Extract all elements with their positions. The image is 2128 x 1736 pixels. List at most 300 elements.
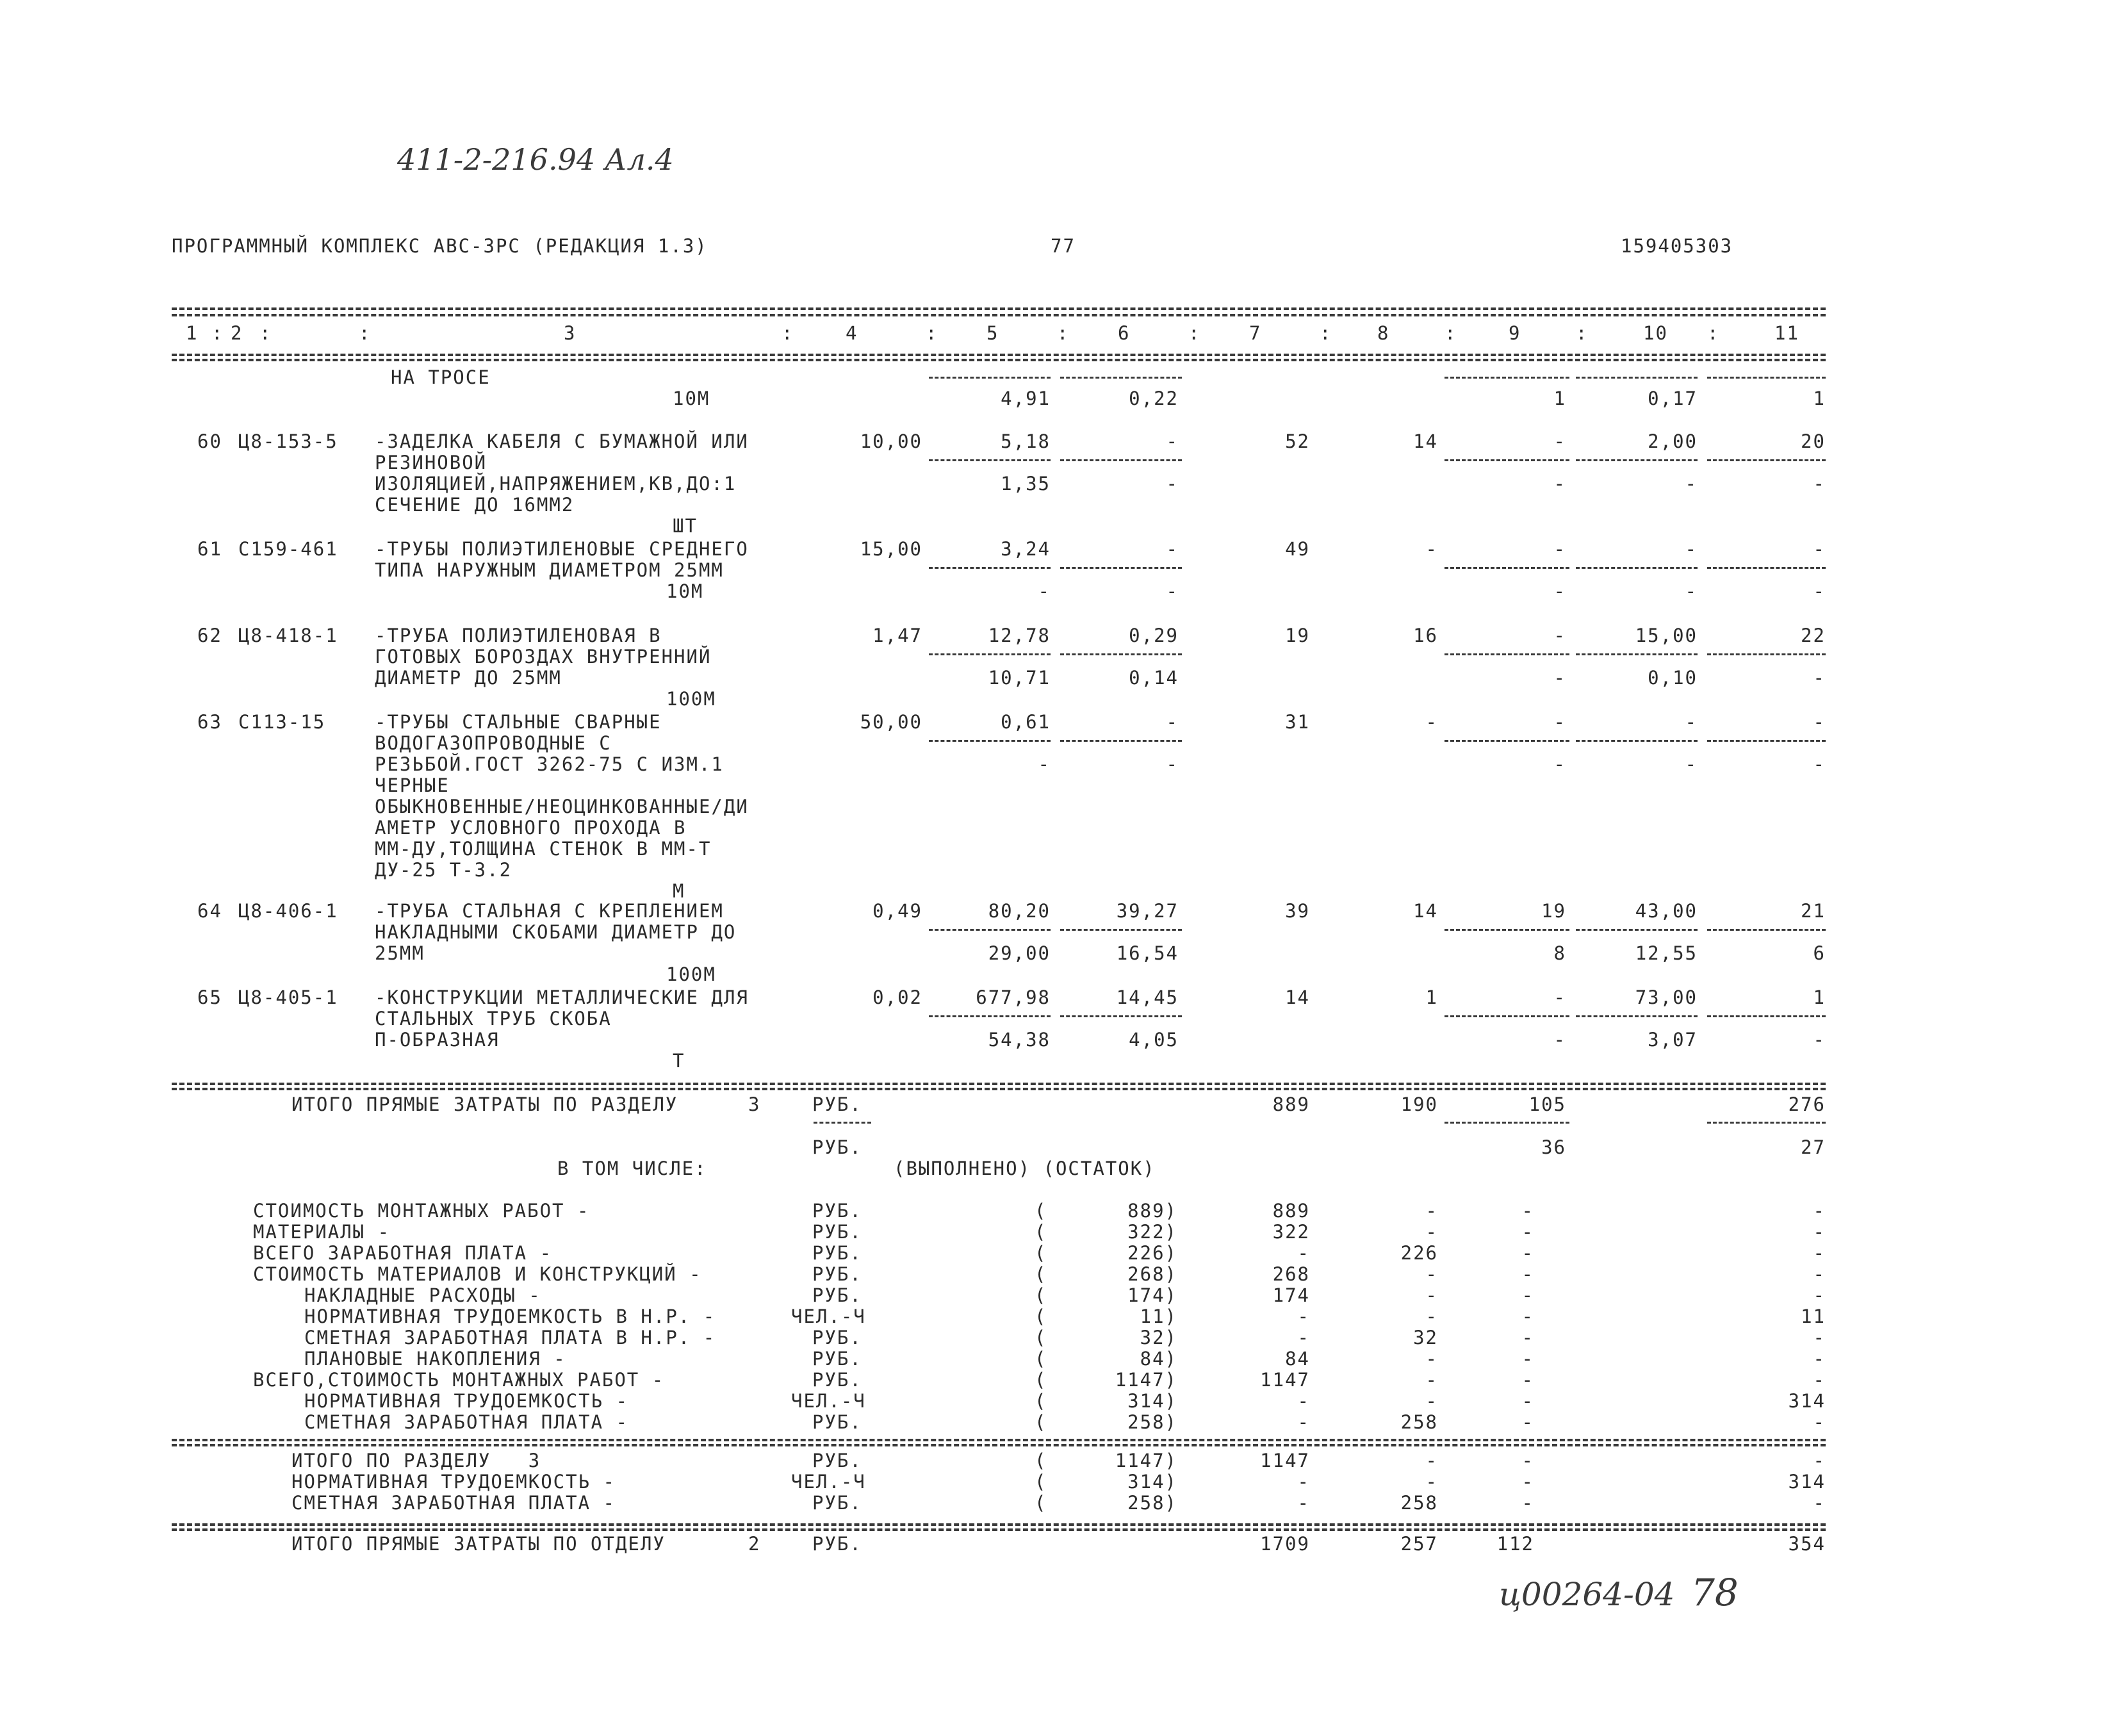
breakdown-c7: 1147 (1260, 1369, 1310, 1391)
cell-rule (814, 1122, 871, 1124)
breakdown-c7: 84 (1285, 1348, 1310, 1370)
row-c4: 15,00 (860, 538, 922, 560)
row-c4: 1,47 (872, 625, 922, 646)
cell-rule (1576, 459, 1698, 461)
breakdown-label: МАТЕРИАЛЫ - (253, 1221, 391, 1243)
row-b10: 0,10 (1648, 667, 1698, 689)
column-separator: : (1188, 322, 1201, 344)
breakdown-c9: - (1521, 1242, 1534, 1264)
breakdown-label: НОРМАТИВНАЯ ТРУДОЕМКОСТЬ - (304, 1390, 628, 1412)
row-b11: - (1813, 1029, 1826, 1051)
cell-rule (1707, 377, 1826, 379)
row-c6: 14,45 (1116, 987, 1179, 1008)
row-b11: - (1813, 580, 1826, 602)
cell-rule (929, 567, 1051, 569)
row-c4: 0,49 (872, 900, 922, 922)
breakdown-unit: РУБ. (812, 1284, 862, 1306)
row-description-line: СЕЧЕНИЕ ДО 16ММ2 (375, 494, 575, 516)
breakdown-unit: РУБ. (812, 1369, 862, 1391)
handwritten-bottom-page: 78 (1691, 1571, 1739, 1614)
totals-unit: РУБ. (812, 1492, 862, 1514)
breakdown-c11: 11 (1801, 1306, 1826, 1327)
row-c9: 19 (1541, 900, 1566, 922)
row-description-line: РЕЗЬБОЙ.ГОСТ 3262-75 С ИЗМ.1 (375, 753, 724, 775)
section-total-label: ИТОГО ПРЯМЫЕ ЗАТРАТЫ ПО РАЗДЕЛУ (291, 1093, 678, 1115)
row-code: С159-461 (238, 538, 338, 560)
column-header-2: 2 (231, 322, 243, 344)
breakdown-c9: - (1521, 1327, 1534, 1348)
row-unit: М (673, 880, 685, 902)
column-header-4: 4 (846, 322, 858, 344)
row-number: 62 (197, 625, 222, 646)
cell-rule (1060, 740, 1182, 742)
row-b11: - (1813, 667, 1826, 689)
column-header-10: 10 (1643, 322, 1668, 344)
row-number: 63 (197, 711, 222, 733)
totals-label: СМЕТНАЯ ЗАРАБОТНАЯ ПЛАТА - (291, 1492, 616, 1514)
row-c5: 677,98 (976, 987, 1051, 1008)
breakdown-value: 226) (1127, 1242, 1177, 1264)
section-total-unit: РУБ. (812, 1093, 862, 1115)
breakdown-c9: - (1521, 1221, 1534, 1243)
row-c5: 5,18 (1001, 430, 1051, 452)
breakdown-unit: ЧЕЛ.-Ч (791, 1306, 866, 1327)
breakdown-paren: ( (1035, 1263, 1047, 1285)
cell-rule (1707, 1122, 1826, 1124)
column-header-rule-2 (172, 359, 1826, 361)
row-c7: 52 (1285, 430, 1310, 452)
column-header-1: 1 (186, 322, 199, 344)
row-b5: - (1038, 580, 1051, 602)
row-b10: - (1685, 753, 1698, 775)
breakdown-c7: 322 (1272, 1221, 1310, 1243)
breakdown-label: ВСЕГО,СТОИМОСТЬ МОНТАЖНЫХ РАБОТ - (253, 1369, 665, 1391)
row-b6: - (1166, 753, 1179, 775)
column-header-3: 3 (564, 322, 577, 344)
row-description-line: ИЗОЛЯЦИЕЙ,НАПРЯЖЕНИЕМ,КВ,ДО:1 (375, 473, 737, 495)
row-unit: 100М (666, 688, 716, 710)
cell-rule (1445, 377, 1569, 379)
row-description-line: РЕЗИНОВОЙ (375, 452, 487, 473)
cell-rule (1445, 740, 1569, 742)
cell-rule (1060, 653, 1182, 655)
row-c8: - (1425, 538, 1438, 560)
program-title: ПРОГРАММНЫЙ КОМПЛЕКС АВС-ЗРС (РЕДАКЦИЯ 1.3) (172, 235, 708, 257)
breakdown-paren: ( (1035, 1200, 1047, 1222)
row-unit: Т (673, 1050, 685, 1072)
breakdown-label: СМЕТНАЯ ЗАРАБОТНАЯ ПЛАТА - (304, 1411, 628, 1433)
row-code: Ц8-405-1 (238, 987, 338, 1008)
row-b9: - (1553, 580, 1566, 602)
row-b10: 12,55 (1635, 942, 1698, 964)
row-c10: 2,00 (1648, 430, 1698, 452)
row-c5: 0,61 (1001, 711, 1051, 733)
cell-rule (929, 1015, 1051, 1017)
breakdown-c9: - (1521, 1306, 1534, 1327)
breakdown-c8: 226 (1400, 1242, 1438, 1264)
cell-rule (1576, 740, 1698, 742)
breakdown-c11: - (1813, 1221, 1826, 1243)
done-remaining-label: (ВЫПОЛНЕНО) (ОСТАТОК) (894, 1158, 1156, 1179)
row-c7: 31 (1285, 711, 1310, 733)
breakdown-c7: 174 (1272, 1284, 1310, 1306)
carry-over-c6: 0,22 (1129, 388, 1179, 409)
row-description-line: ДУ-25 Т-3.2 (375, 859, 512, 881)
row-c9: - (1553, 711, 1566, 733)
row-b6: 16,54 (1116, 942, 1179, 964)
row-description-line: ЧЕРНЫЕ (375, 774, 450, 796)
row-c6: 39,27 (1116, 900, 1179, 922)
row-b5: 29,00 (988, 942, 1051, 964)
totals-value: 258) (1127, 1492, 1177, 1514)
totals-c9: - (1521, 1450, 1534, 1471)
row-c10: 73,00 (1635, 987, 1698, 1008)
column-separator: : (1576, 322, 1589, 344)
table-top-rule-2 (172, 314, 1826, 316)
row-description-line: -КОНСТРУКЦИИ МЕТАЛЛИЧЕСКИЕ ДЛЯ (375, 987, 749, 1008)
section-total-c11: 276 (1788, 1093, 1826, 1115)
breakdown-label: СМЕТНАЯ ЗАРАБОТНАЯ ПЛАТА В Н.Р. - (304, 1327, 716, 1348)
totals-paren: ( (1035, 1450, 1047, 1471)
section-total-c9: 105 (1528, 1093, 1566, 1115)
row-description-line: -ТРУБЫ СТАЛЬНЫЕ СВАРНЫЕ (375, 711, 662, 733)
row-b11: 6 (1813, 942, 1826, 964)
breakdown-c9: - (1521, 1390, 1534, 1412)
department-total-c8: 257 (1400, 1533, 1438, 1555)
cell-rule (929, 653, 1051, 655)
breakdown-paren: ( (1035, 1306, 1047, 1327)
row-c11: - (1813, 538, 1826, 560)
row-c10: - (1685, 538, 1698, 560)
breakdown-unit: РУБ. (812, 1348, 862, 1370)
section-end-rule-2 (172, 1444, 1826, 1446)
totals-value: 314) (1127, 1471, 1177, 1493)
department-total-c11: 354 (1788, 1533, 1826, 1555)
column-header-9: 9 (1509, 322, 1521, 344)
carry-over-c5: 4,91 (1001, 388, 1051, 409)
breakdown-unit: РУБ. (812, 1221, 862, 1243)
breakdown-c11: - (1813, 1411, 1826, 1433)
department-total-number: 2 (748, 1533, 761, 1555)
row-description-line: ТИПА НАРУЖНЫМ ДИАМЕТРОМ 25ММ (375, 559, 724, 581)
breakdown-c11: - (1813, 1263, 1826, 1285)
section-total-c7: 889 (1272, 1093, 1310, 1115)
column-separator: : (1707, 322, 1720, 344)
cell-rule (1060, 459, 1182, 461)
row-b9: 8 (1553, 942, 1566, 964)
breakdown-c11: - (1813, 1200, 1826, 1222)
cell-rule (1576, 929, 1698, 931)
breakdown-c11: 314 (1788, 1390, 1826, 1412)
including-label: В ТОМ ЧИСЛЕ: (557, 1158, 707, 1179)
row-c10: - (1685, 711, 1698, 733)
row-description-line: -ТРУБЫ ПОЛИЭТИЛЕНОВЫЕ СРЕДНЕГО (375, 538, 749, 560)
totals-c8: - (1425, 1450, 1438, 1471)
cell-rule (1445, 929, 1569, 931)
cell-rule (1576, 653, 1698, 655)
column-separator: : (359, 322, 372, 344)
row-c8: 14 (1413, 430, 1438, 452)
breakdown-c9: - (1521, 1411, 1534, 1433)
cell-rule (1707, 653, 1826, 655)
totals-value: 1147) (1115, 1450, 1177, 1471)
totals-c11: - (1813, 1492, 1826, 1514)
row-b9: - (1553, 667, 1566, 689)
cell-rule (929, 929, 1051, 931)
breakdown-unit: РУБ. (812, 1200, 862, 1222)
row-c5: 12,78 (988, 625, 1051, 646)
row-c8: 16 (1413, 625, 1438, 646)
row-description-line: АМЕТР УСЛОВНОГО ПРОХОДА В (375, 817, 687, 839)
breakdown-value: 268) (1127, 1263, 1177, 1285)
breakdown-label: НОРМАТИВНАЯ ТРУДОЕМКОСТЬ В Н.Р. - (304, 1306, 716, 1327)
row-c11: - (1813, 711, 1826, 733)
breakdown-c8: - (1425, 1284, 1438, 1306)
row-b5: - (1038, 753, 1051, 775)
column-separator: : (1057, 322, 1070, 344)
row-c11: 22 (1801, 625, 1826, 646)
document-code: 159405303 (1621, 235, 1733, 257)
row-c4: 10,00 (860, 430, 922, 452)
breakdown-c7: - (1297, 1327, 1310, 1348)
breakdown-c8: 258 (1400, 1411, 1438, 1433)
row-number: 60 (197, 430, 222, 452)
breakdown-value: 11) (1140, 1306, 1177, 1327)
cell-rule (1060, 567, 1182, 569)
row-b5: 1,35 (1001, 473, 1051, 495)
totals-label: ИТОГО ПО РАЗДЕЛУ 3 (291, 1450, 541, 1471)
row-b10: - (1685, 580, 1698, 602)
row-c11: 21 (1801, 900, 1826, 922)
row-description-line: -ТРУБА СТАЛЬНАЯ С КРЕПЛЕНИЕМ (375, 900, 724, 922)
cell-rule (1707, 567, 1826, 569)
department-total-rule-2 (172, 1528, 1826, 1531)
breakdown-c9: - (1521, 1263, 1534, 1285)
breakdown-value: 84) (1140, 1348, 1177, 1370)
breakdown-c11: - (1813, 1284, 1826, 1306)
row-code: Ц8-418-1 (238, 625, 338, 646)
row-c7: 39 (1285, 900, 1310, 922)
cell-rule (1060, 1015, 1182, 1017)
row-c5: 3,24 (1001, 538, 1051, 560)
breakdown-c11: - (1813, 1348, 1826, 1370)
totals-paren: ( (1035, 1492, 1047, 1514)
row-b9: - (1553, 1029, 1566, 1051)
totals-c9: - (1521, 1471, 1534, 1493)
row-b6: 0,14 (1129, 667, 1179, 689)
department-total-label: ИТОГО ПРЯМЫЕ ЗАТРАТЫ ПО ОТДЕЛУ (291, 1533, 666, 1555)
row-b6: - (1166, 580, 1179, 602)
row-c4: 50,00 (860, 711, 922, 733)
breakdown-paren: ( (1035, 1284, 1047, 1306)
breakdown-c8: 32 (1413, 1327, 1438, 1348)
row-description-line: НАКЛАДНЫМИ СКОБАМИ ДИАМЕТР ДО (375, 921, 737, 943)
carry-over-c9: 1 (1553, 388, 1566, 409)
cell-rule (1707, 929, 1826, 931)
row-c11: 20 (1801, 430, 1826, 452)
column-separator: : (782, 322, 794, 344)
column-separator: : (1320, 322, 1332, 344)
row-c11: 1 (1813, 987, 1826, 1008)
breakdown-c7: - (1297, 1242, 1310, 1264)
section-total-c8: 190 (1400, 1093, 1438, 1115)
breakdown-unit: РУБ. (812, 1263, 862, 1285)
cell-rule (1576, 377, 1698, 379)
section-total-number: 3 (748, 1093, 761, 1115)
row-c8: - (1425, 711, 1438, 733)
row-description-line: ДИАМЕТР ДО 25ММ (375, 667, 562, 689)
breakdown-unit: РУБ. (812, 1327, 862, 1348)
breakdown-value: 258) (1127, 1411, 1177, 1433)
row-c7: 14 (1285, 987, 1310, 1008)
column-header-11: 11 (1774, 322, 1799, 344)
row-b5: 10,71 (988, 667, 1051, 689)
totals-unit: ЧЕЛ.-Ч (791, 1471, 866, 1493)
column-separator: : (1445, 322, 1457, 344)
row-c6: - (1166, 711, 1179, 733)
section-total-rule (172, 1083, 1826, 1085)
breakdown-label: НАКЛАДНЫЕ РАСХОДЫ - (304, 1284, 541, 1306)
row-description-line: -ЗАДЕЛКА КАБЕЛЯ С БУМАЖНОЙ ИЛИ (375, 430, 749, 452)
breakdown-paren: ( (1035, 1221, 1047, 1243)
row-description-line: 25ММ (375, 942, 425, 964)
cell-rule (1445, 459, 1569, 461)
row-description-line: -ТРУБА ПОЛИЭТИЛЕНОВАЯ В (375, 625, 662, 646)
cell-rule (1707, 1015, 1826, 1017)
row-b5: 54,38 (988, 1029, 1051, 1051)
breakdown-c7: 268 (1272, 1263, 1310, 1285)
carry-over-text: НА ТРОСЕ (391, 366, 491, 388)
breakdown-c11: - (1813, 1327, 1826, 1348)
column-header-5: 5 (986, 322, 999, 344)
column-header-7: 7 (1249, 322, 1262, 344)
breakdown-paren: ( (1035, 1390, 1047, 1412)
breakdown-label: СТОИМОСТЬ МАТЕРИАЛОВ И КОНСТРУКЦИЙ - (253, 1263, 702, 1285)
row-b9: - (1553, 753, 1566, 775)
section-total-unit-2: РУБ. (812, 1136, 862, 1158)
totals-label: НОРМАТИВНАЯ ТРУДОЕМКОСТЬ - (291, 1471, 616, 1493)
department-total-unit: РУБ. (812, 1533, 862, 1555)
carry-over-c10: 0,17 (1648, 388, 1698, 409)
row-description-line: ОБЫКНОВЕННЫЕ/НЕОЦИНКОВАННЫЕ/ДИ (375, 796, 749, 817)
totals-c8: - (1425, 1471, 1438, 1493)
row-description-line: ММ-ДУ,ТОЛЩИНА СТЕНОК В ММ-Т (375, 838, 712, 860)
row-number: 65 (197, 987, 222, 1008)
totals-c7: - (1297, 1492, 1310, 1514)
cell-rule (929, 377, 1051, 379)
breakdown-label: ПЛАНОВЫЕ НАКОПЛЕНИЯ - (304, 1348, 566, 1370)
row-c10: 15,00 (1635, 625, 1698, 646)
breakdown-unit: РУБ. (812, 1411, 862, 1433)
row-unit: 10М (666, 580, 704, 602)
column-header-6: 6 (1118, 322, 1131, 344)
page-number: 77 (1051, 235, 1076, 257)
row-c5: 80,20 (988, 900, 1051, 922)
breakdown-c7: - (1297, 1306, 1310, 1327)
breakdown-c8: - (1425, 1200, 1438, 1222)
cell-rule (1445, 1015, 1569, 1017)
cell-rule (1445, 653, 1569, 655)
breakdown-c8: - (1425, 1390, 1438, 1412)
row-c9: - (1553, 987, 1566, 1008)
totals-c8: 258 (1400, 1492, 1438, 1514)
breakdown-c9: - (1521, 1200, 1534, 1222)
department-total-c9: 112 (1496, 1533, 1534, 1555)
totals-c7: 1147 (1260, 1450, 1310, 1471)
column-separator: : (926, 322, 938, 344)
breakdown-paren: ( (1035, 1348, 1047, 1370)
cell-rule (1707, 459, 1826, 461)
breakdown-c9: - (1521, 1348, 1534, 1370)
column-separator: : (259, 322, 272, 344)
cell-rule (929, 740, 1051, 742)
totals-unit: РУБ. (812, 1450, 862, 1471)
row-description-line: П-ОБРАЗНАЯ (375, 1029, 500, 1051)
row-number: 64 (197, 900, 222, 922)
table-top-rule (172, 307, 1826, 310)
cell-rule (1707, 740, 1826, 742)
department-total-c7: 1709 (1260, 1533, 1310, 1555)
breakdown-c8: - (1425, 1221, 1438, 1243)
breakdown-paren: ( (1035, 1411, 1047, 1433)
breakdown-value: 314) (1127, 1390, 1177, 1412)
row-b9: - (1553, 473, 1566, 495)
totals-c7: - (1297, 1471, 1310, 1493)
breakdown-paren: ( (1035, 1369, 1047, 1391)
row-c6: - (1166, 538, 1179, 560)
row-c9: - (1553, 625, 1566, 646)
breakdown-value: 1147) (1115, 1369, 1177, 1391)
row-c9: - (1553, 430, 1566, 452)
row-c7: 49 (1285, 538, 1310, 560)
row-c9: - (1553, 538, 1566, 560)
cell-rule (1576, 567, 1698, 569)
row-c10: 43,00 (1635, 900, 1698, 922)
row-unit: ШТ (673, 515, 698, 537)
breakdown-value: 174) (1127, 1284, 1177, 1306)
row-b6: 4,05 (1129, 1029, 1179, 1051)
row-description-line: ВОДОГАЗОПРОВОДНЫЕ С (375, 732, 612, 754)
breakdown-unit: РУБ. (812, 1242, 862, 1264)
department-total-rule (172, 1523, 1826, 1526)
row-code: Ц8-406-1 (238, 900, 338, 922)
row-c4: 0,02 (872, 987, 922, 1008)
breakdown-value: 322) (1127, 1221, 1177, 1243)
breakdown-paren: ( (1035, 1327, 1047, 1348)
cell-rule (1445, 1122, 1569, 1124)
breakdown-label: ВСЕГО ЗАРАБОТНАЯ ПЛАТА - (253, 1242, 553, 1264)
row-description-line: СТАЛЬНЫХ ТРУБ СКОБА (375, 1008, 612, 1029)
row-b6: - (1166, 473, 1179, 495)
section-total-b9: 36 (1541, 1136, 1566, 1158)
cell-rule (1060, 377, 1182, 379)
breakdown-value: 889) (1127, 1200, 1177, 1222)
cell-rule (1445, 567, 1569, 569)
column-separator: : (211, 322, 224, 344)
breakdown-c8: - (1425, 1348, 1438, 1370)
breakdown-label: СТОИМОСТЬ МОНТАЖНЫХ РАБОТ - (253, 1200, 590, 1222)
row-number: 61 (197, 538, 222, 560)
row-b11: - (1813, 473, 1826, 495)
row-b10: 3,07 (1648, 1029, 1698, 1051)
breakdown-c9: - (1521, 1369, 1534, 1391)
row-b11: - (1813, 753, 1826, 775)
column-header-8: 8 (1377, 322, 1390, 344)
row-description-line: ГОТОВЫХ БОРОЗДАХ ВНУТРЕННИЙ (375, 646, 712, 667)
breakdown-paren: ( (1035, 1242, 1047, 1264)
breakdown-c8: - (1425, 1263, 1438, 1285)
row-code: Ц8-153-5 (238, 430, 338, 452)
